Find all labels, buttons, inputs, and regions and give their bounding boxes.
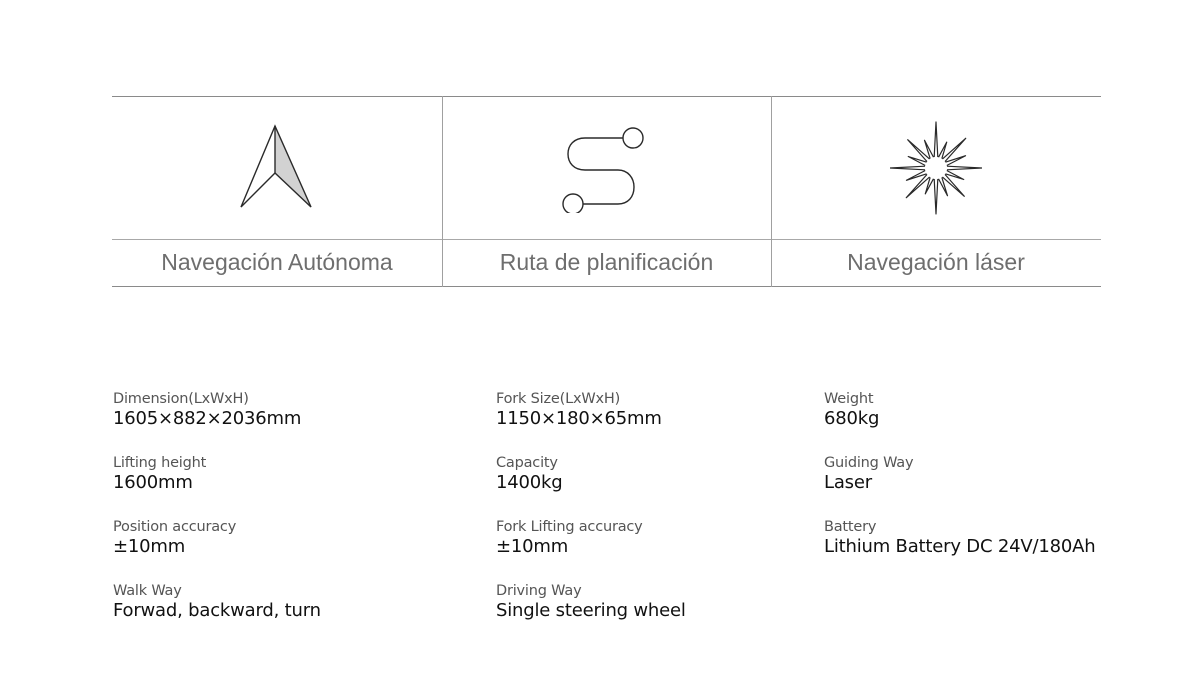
spec-value: Laser	[824, 472, 872, 493]
spec-label: Fork Lifting accuracy	[496, 519, 643, 535]
spec-label: Driving Way	[496, 583, 582, 599]
spec-label: Lifting height	[113, 455, 207, 471]
spec-label: Position accuracy	[113, 519, 237, 535]
laser-burst-icon	[890, 120, 982, 216]
spec-value: ±10mm	[496, 536, 569, 557]
spec-guiding-way	[824, 454, 913, 494]
feature-label-navigation: Navegación Autónoma	[161, 249, 393, 275]
spec-label: Weight	[824, 391, 874, 407]
spec-label: Fork Size(LxWxH)	[496, 391, 621, 407]
feature-table	[112, 96, 1101, 288]
feature-icon-cell-laser	[771, 96, 1101, 239]
spec-battery	[824, 518, 1095, 558]
spec-label: Guiding Way	[824, 455, 914, 471]
spec-walk-way	[113, 582, 321, 622]
spec-driving-way	[496, 582, 686, 622]
spec-value: 1600mm	[113, 472, 193, 493]
feature-label-laser: Navegación láser	[847, 249, 1025, 275]
spec-value: Lithium Battery DC 24V/180Ah	[824, 536, 1096, 557]
spec-value: Single steering wheel	[496, 600, 686, 621]
feature-icon-cell-route	[442, 96, 771, 239]
table-bottom-border	[112, 286, 1101, 287]
spec-label: Walk Way	[113, 583, 182, 599]
spec-weight	[824, 390, 879, 430]
feature-icon-cell-navigation	[112, 96, 442, 239]
spec-label: Battery	[824, 519, 877, 535]
feature-label-route: Ruta de planificación	[499, 249, 714, 275]
spec-fork-size	[496, 390, 662, 430]
spec-dimension	[113, 390, 301, 430]
spec-value: 1400kg	[496, 472, 563, 493]
laser-core	[925, 157, 947, 179]
spec-label: Capacity	[496, 455, 558, 471]
spec-position-accuracy	[113, 518, 236, 558]
spec-lifting-height	[113, 454, 206, 494]
spec-value: 1605×882×2036mm	[113, 408, 302, 429]
spec-fork-lifting-accuracy	[496, 518, 643, 558]
spec-value: Forwad, backward, turn	[113, 600, 321, 621]
spec-capacity	[496, 454, 562, 494]
route-path-icon	[562, 123, 652, 213]
spec-value: 680kg	[824, 408, 880, 429]
navigation-arrow-icon	[237, 123, 317, 213]
spec-label: Dimension(LxWxH)	[113, 391, 249, 407]
spec-value: 1150×180×65mm	[496, 408, 662, 429]
spec-value: ±10mm	[113, 536, 186, 557]
